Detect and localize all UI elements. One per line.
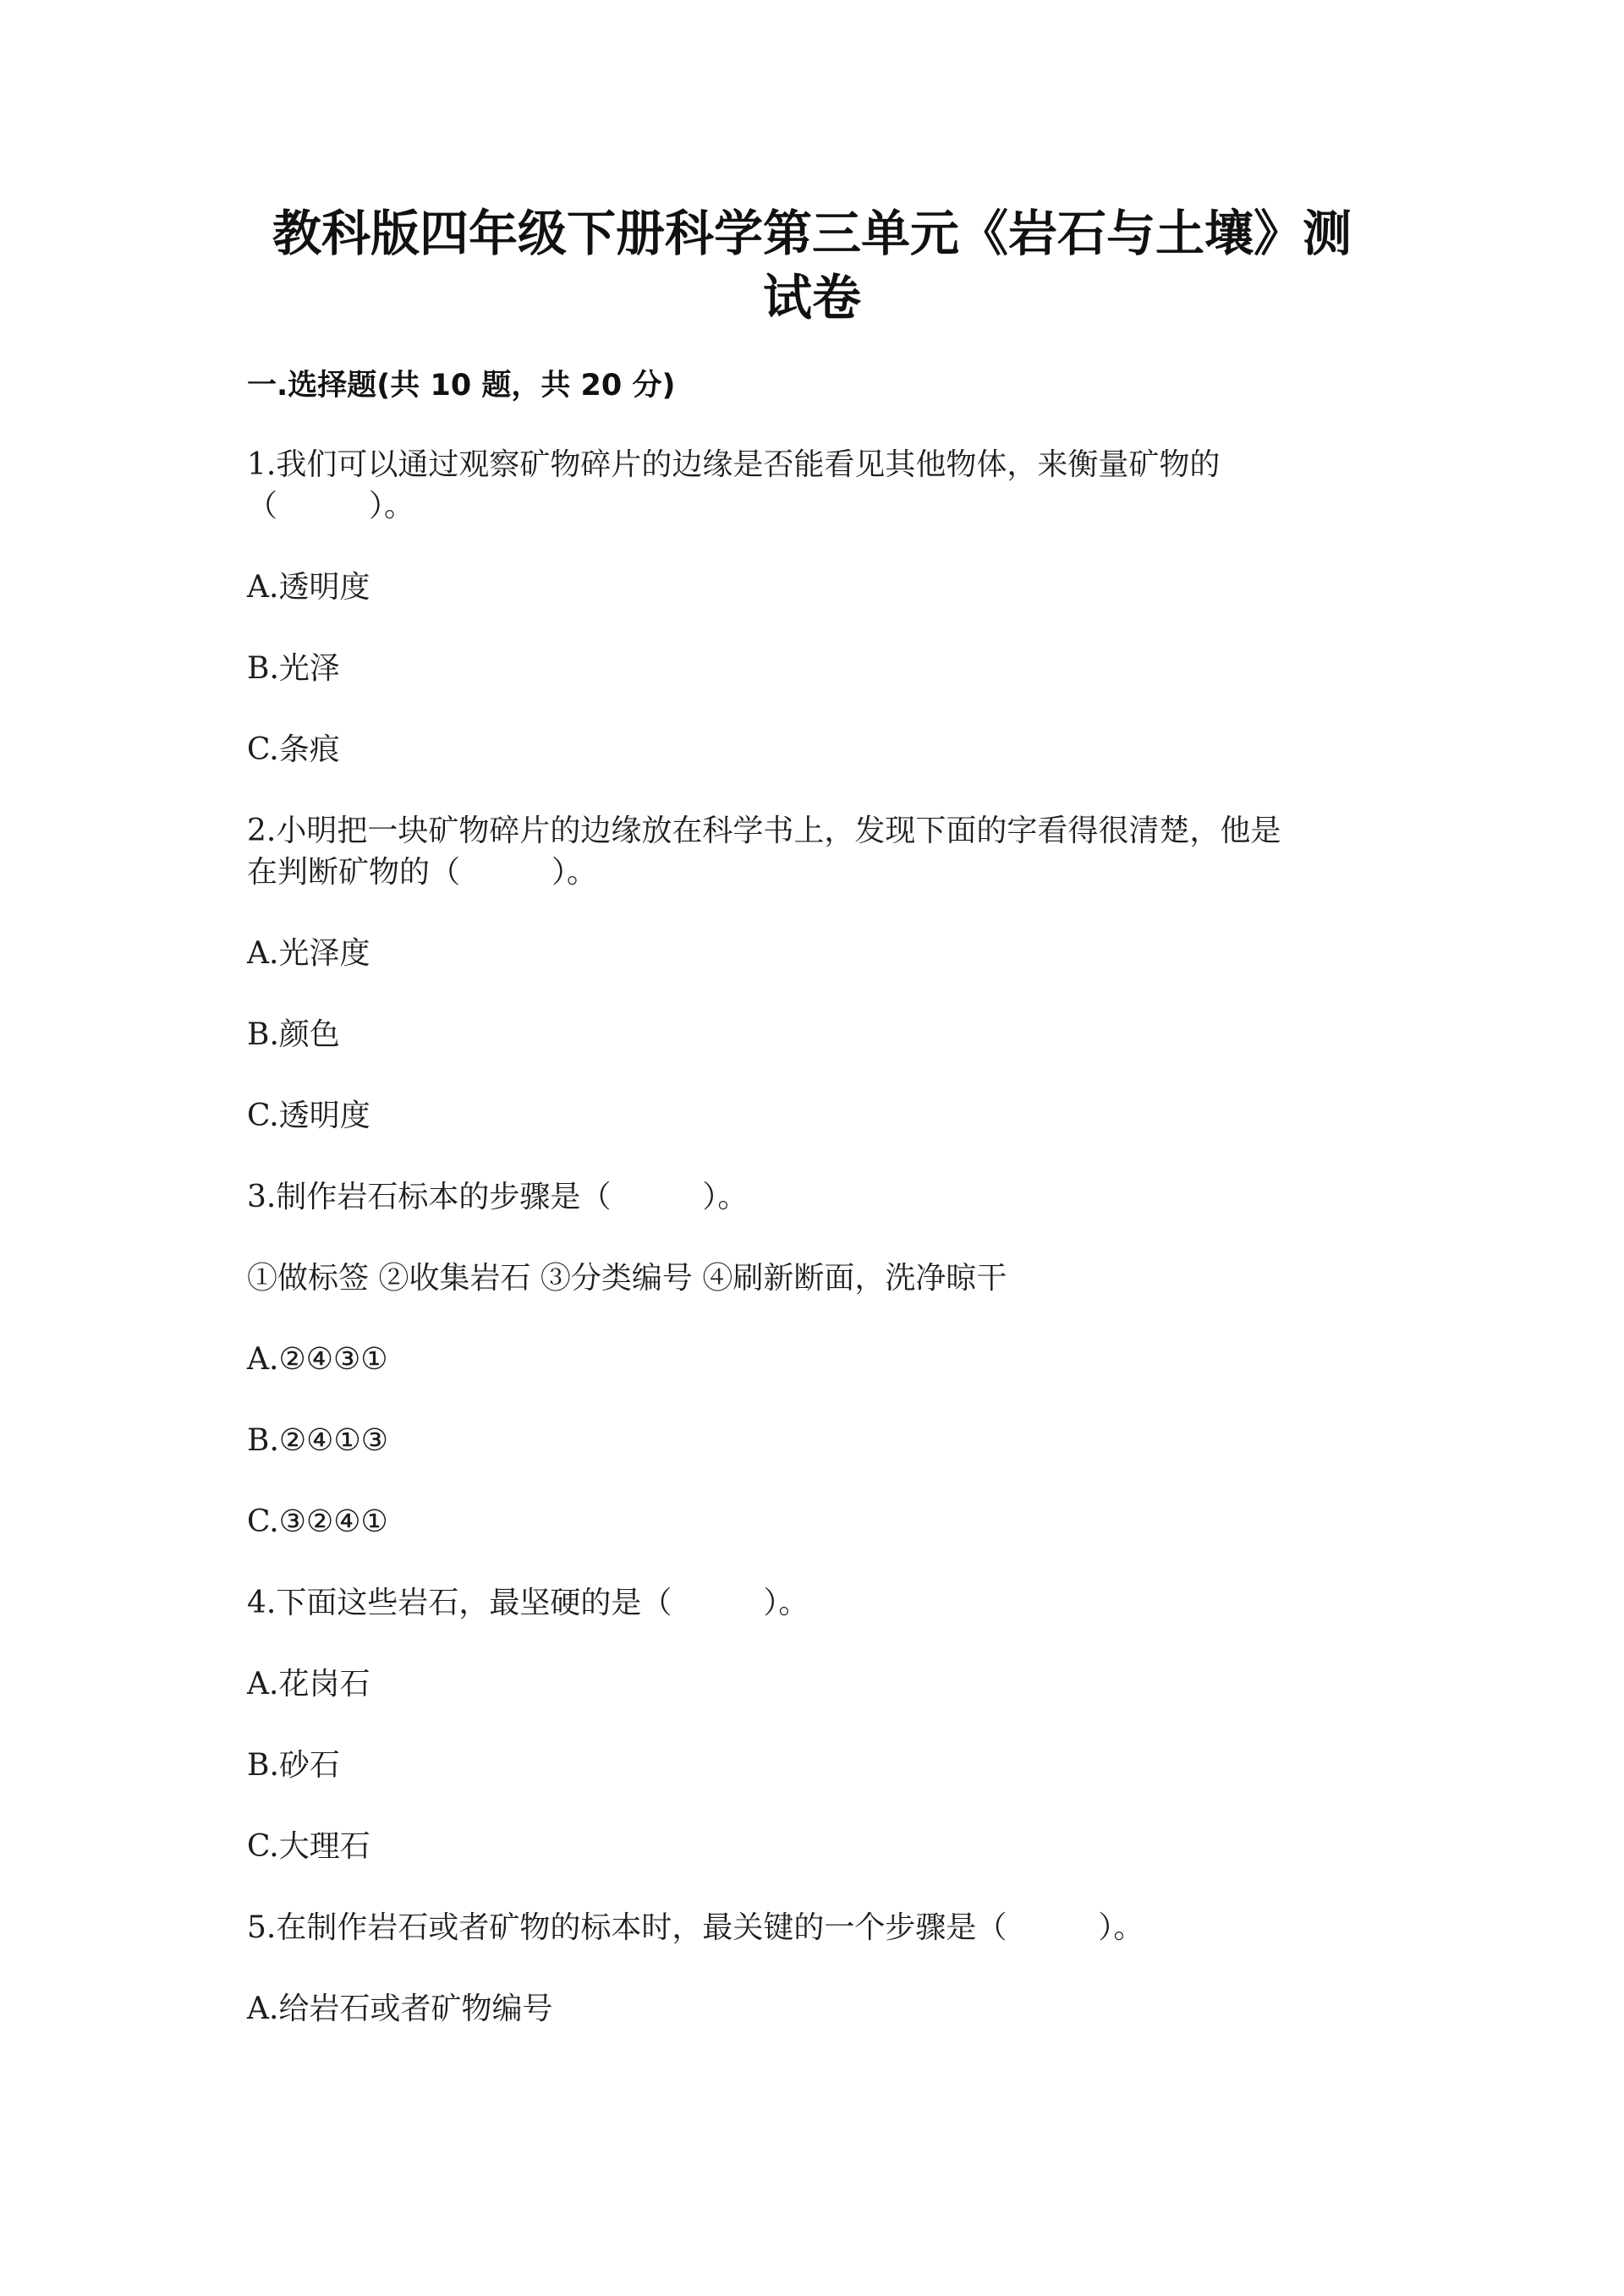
question-1-stem-line-1: 1.我们可以通过观察矿物碎片的边缘是否能看见其他物体，来衡量矿物的 [247, 447, 1221, 482]
question-3-option-b: B.②④①③ [247, 1423, 388, 1458]
section-heading: 一.选择题(共 10 题，共 20 分) [247, 369, 676, 403]
question-2-option-c: C.透明度 [247, 1099, 370, 1133]
question-3-option-c: C.③②④① [247, 1504, 388, 1539]
question-1-option-b: B.光泽 [247, 651, 340, 686]
question-5-option-a: A.给岩石或者矿物编号 [247, 1992, 553, 2026]
exam-title-line-2: 试卷 [762, 269, 861, 326]
question-2-stem-line-2: 在判断矿物的（ ）。 [247, 855, 598, 890]
question-1-stem-line-2: （ ）。 [247, 489, 415, 523]
question-3-stem: 3.制作岩石标本的步骤是（ ）。 [247, 1180, 749, 1214]
question-4-stem: 4.下面这些岩石，最坚硬的是（ ）。 [247, 1586, 809, 1620]
question-2-option-a: A.光泽度 [247, 936, 370, 971]
question-3-option-a: A.②④③① [247, 1342, 388, 1377]
question-2-option-b: B.颜色 [247, 1017, 340, 1052]
question-4-option-c: C.大理石 [247, 1829, 370, 1864]
question-1-option-a: A.透明度 [247, 570, 370, 605]
question-3-steps: ①做标签 ②收集岩石 ③分类编号 ④刷新断面，洗净晾干 [247, 1261, 1007, 1296]
question-5-stem: 5.在制作岩石或者矿物的标本时，最关键的一个步骤是（ ）。 [247, 1910, 1144, 1945]
question-4-option-a: A.花岗石 [247, 1667, 370, 1701]
question-4-option-b: B.砂石 [247, 1748, 340, 1783]
question-2-stem-line-1: 2.小明把一块矿物碎片的边缘放在科学书上，发现下面的字看得很清楚，他是 [247, 814, 1281, 848]
question-1-option-c: C.条痕 [247, 732, 340, 767]
exam-title-line-1: 教科版四年级下册科学第三单元《岩石与土壤》测 [272, 205, 1352, 262]
